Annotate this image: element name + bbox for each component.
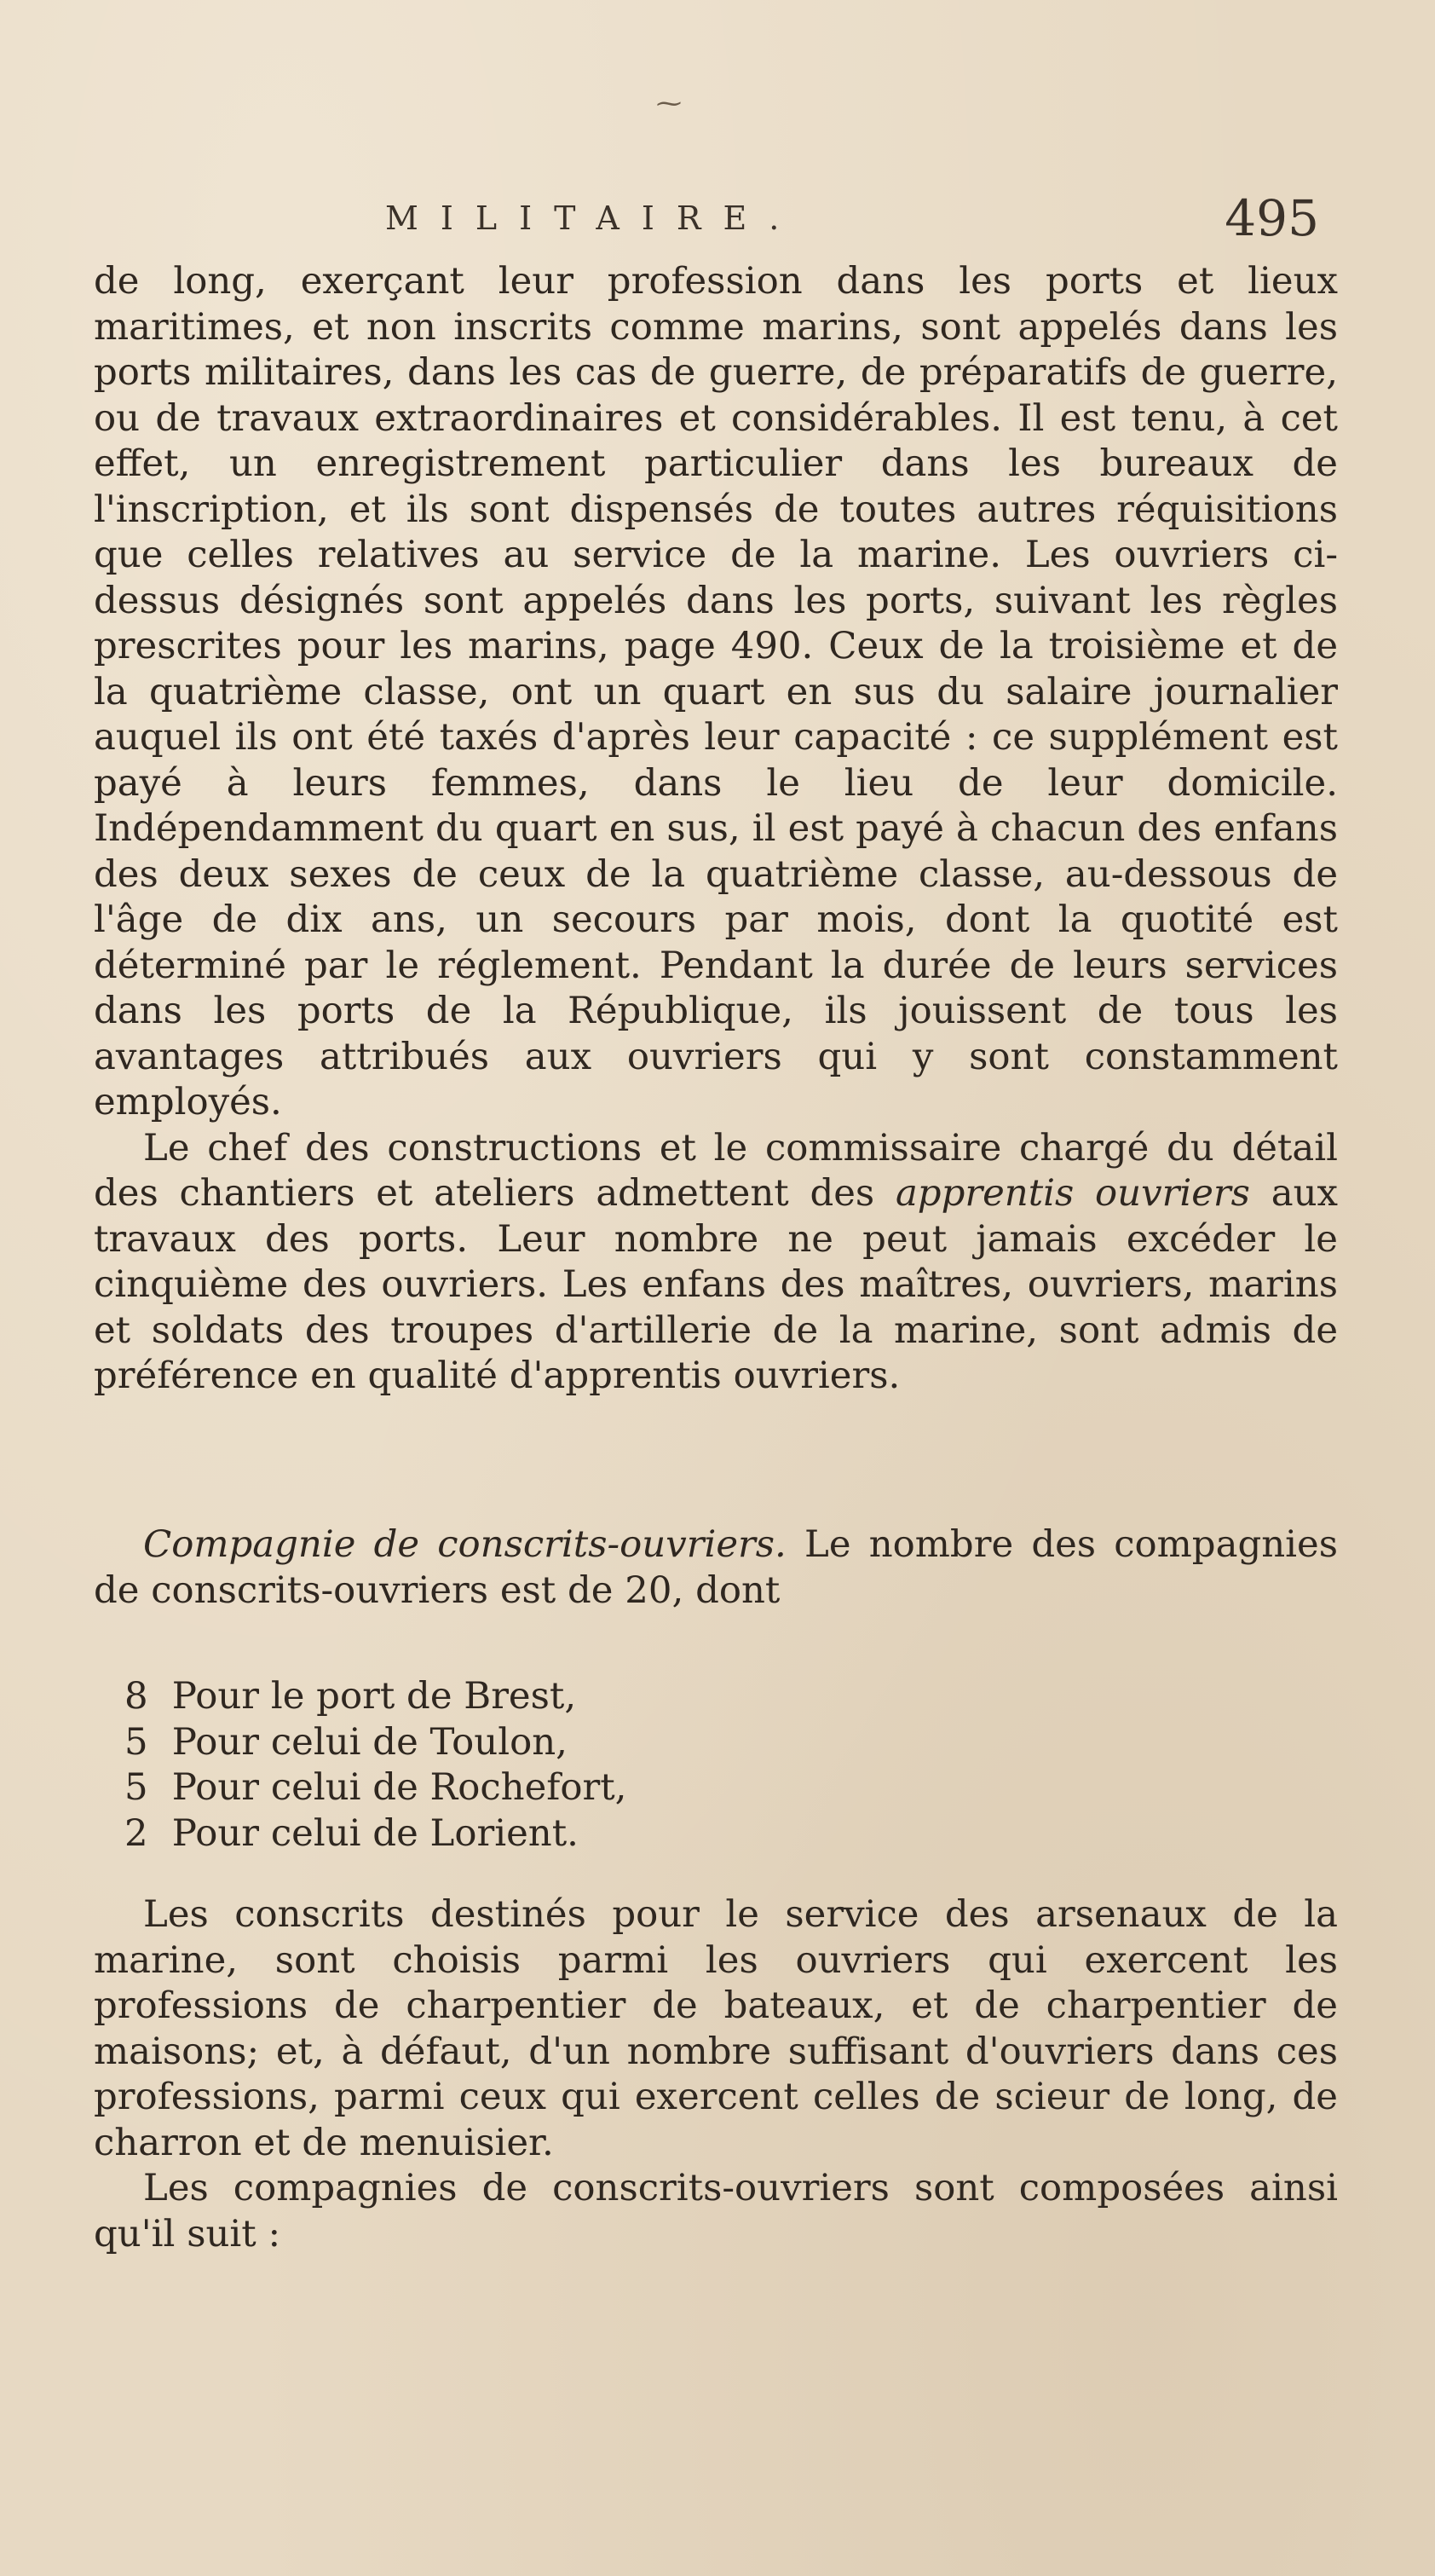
ports-list	[124, 1674, 1147, 1857]
port-label: Pour celui de Lorient.	[171, 1811, 579, 1855]
port-label: Pour celui de Rochefort,	[171, 1766, 627, 1809]
paragraph-compagnie-rest: Le nombre des compagnies de conscrits-ouvriers est de 20, dont	[94, 1523, 1338, 1612]
paragraph-apprentis	[94, 1126, 1338, 1400]
port-count: 2	[124, 1811, 148, 1855]
list-item	[124, 1765, 1147, 1811]
paragraph-compagnies-composees: Les compagnies de conscrits-ouvriers sont composées ainsi qu'il suit :	[94, 2167, 1338, 2255]
port-count: 8	[124, 1675, 148, 1718]
page-number: 495	[1225, 189, 1319, 247]
paragraph-continued: de long, exerçant leur profession dans les ports et lieux maritimes, et non inscrits comme marins, sont appelés dans les ports militaires, dans les cas de guerre, de préparatifs de guerre, ou de travaux extraordinaires et considérables. Il est tenu, à cet effet, un enregistrement particulier dans les bureaux de l'inscription, et ils sont dispensés de toutes autres réquisitions que celles relatives au service de la marine. Les ouvriers ci-dessus désignés sont appelés dans les ports, suivant les règles prescrites pour les marins, page 490. Ceux de la troisième et de la quatrième classe, ont un quart en sus du salaire journalier auquel ils ont été taxés d'après leur capacité : ce supplément est payé à leurs femmes, dans le lieu de leur domicile. Indépendamment du quart en sus, il est payé à chacun des enfans des deux sexes de ceux de la quatrième classe, au-dessous de l'âge de dix ans, un secours par mois, dont la quotité est déterminé par le réglement. Pendant la durée de leurs services dans les ports de la République, ils jouissent de tous les avantages attribués aux ouvriers qui y sont constamment employés.	[94, 260, 1338, 1123]
paragraph-compagnie	[94, 1522, 1338, 1614]
list-item	[124, 1720, 1147, 1766]
running-title: MILITAIRE.	[385, 199, 802, 237]
body-text-bottom	[94, 1892, 1338, 2257]
port-label: Pour celui de Toulon,	[171, 1720, 568, 1764]
compagnie-heading: Compagnie de conscrits-ouvriers.	[143, 1523, 787, 1566]
port-label: Pour le port de Brest,	[171, 1675, 577, 1718]
body-text-conscrits	[94, 1522, 1338, 1614]
printer-mark: ⁓	[656, 89, 682, 118]
port-count: 5	[124, 1720, 148, 1764]
list-item	[124, 1674, 1147, 1720]
body-text-top	[94, 259, 1338, 1400]
book-page	[94, 0, 1338, 2576]
paragraph-conscrits-destines: Les conscrits destinés pour le service des arsenaux de la marine, sont choisis parmi les ouvriers qui exercent les professions de charpentier de bateaux, et de charpentier de maisons; et, à défaut, d'un nombre suffisant d'ouvriers dans ces professions, parmi ceux qui exercent celles de scieur de long, de charron et de menuisier.	[94, 1893, 1338, 2164]
list-item	[124, 1811, 1147, 1857]
paragraph-apprentis-rest: aux travaux des ports. Leur nombre ne peut jamais excéder le cinquième des ouvriers. Les enfans des maîtres, ouvriers, marins et soldats des troupes d'artillerie de la marine, sont admis de préférence en qualité d'apprentis ouvriers.	[94, 1172, 1338, 1397]
apprentis-ouvriers-term: apprentis ouvriers	[895, 1172, 1250, 1215]
running-head	[94, 189, 1338, 249]
paragraph-apprentis-lead: Le chef des constructions et le commissaire chargé du détail des chantiers et ateliers admettent des	[94, 1126, 1338, 1215]
port-count: 5	[124, 1766, 148, 1809]
